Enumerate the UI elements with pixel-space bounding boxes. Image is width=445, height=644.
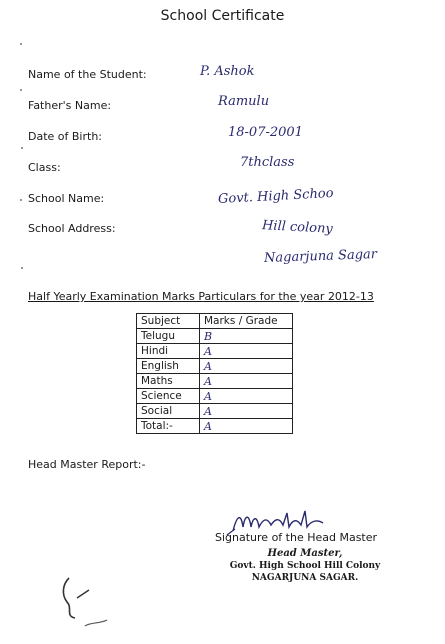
- label-school-address: School Address:: [28, 222, 116, 235]
- table-header-row: [137, 314, 293, 329]
- grade-cell: A: [200, 404, 293, 419]
- value-date-of-birth: 18-07-2001: [228, 125, 303, 140]
- table-row: [137, 374, 293, 389]
- head-master-report-label: Head Master Report:-: [28, 458, 146, 471]
- marks-table: [136, 313, 293, 434]
- signature-label: Signature of the Head Master: [215, 531, 378, 544]
- stamp-line-1: Head Master,: [267, 548, 343, 559]
- subject-cell: Hindi: [137, 344, 200, 359]
- subject-cell: Science: [137, 389, 200, 404]
- table-row: [137, 359, 293, 374]
- grade-cell: A: [200, 389, 293, 404]
- value-class: 7thclass: [240, 155, 295, 170]
- page-title: School Certificate: [160, 8, 285, 24]
- label-school-name: School Name:: [28, 192, 105, 205]
- grade-cell: A: [200, 344, 293, 359]
- table-row: [137, 344, 293, 359]
- value-father-name: Ramulu: [218, 94, 270, 109]
- table-row: [137, 404, 293, 419]
- grade-cell: A: [200, 359, 293, 374]
- marks-heading: Half Yearly Examination Marks Particulars for the year 2012-13: [28, 290, 374, 303]
- header-subject: Subject: [137, 314, 200, 329]
- stamp-line-3: NAGARJUNA SAGAR.: [251, 573, 359, 583]
- value-school-address-line1: Hill colony: [261, 218, 334, 237]
- subject-cell: Maths: [137, 374, 200, 389]
- table-row: [137, 419, 293, 434]
- subject-cell: English: [137, 359, 200, 374]
- subject-cell: Total:-: [137, 419, 200, 434]
- grade-cell: B: [200, 329, 293, 344]
- subject-cell: Telugu: [137, 329, 200, 344]
- label-father-name: Father's Name:: [28, 99, 112, 112]
- head-master-stamp: [210, 548, 400, 584]
- value-student-name: P. Ashok: [200, 64, 255, 79]
- label-date-of-birth: Date of Birth:: [28, 130, 103, 143]
- stamp-line-2: Govt. High School Hill Colony: [229, 561, 381, 571]
- value-school-address-line2: Nagarjuna Sagar: [263, 247, 378, 266]
- header-marks-grade: Marks / Grade: [200, 314, 293, 329]
- table-row: [137, 329, 293, 344]
- bottom-scribble-icon: [55, 568, 125, 638]
- grade-cell: A: [200, 374, 293, 389]
- label-class: Class:: [28, 161, 61, 174]
- subject-cell: Social: [137, 404, 200, 419]
- value-school-name: Govt. High Schoo: [217, 185, 334, 208]
- label-student-name: Name of the Student:: [28, 68, 147, 81]
- table-row: [137, 389, 293, 404]
- margin-dots-decoration: [18, 40, 28, 280]
- grade-cell: A: [200, 419, 293, 434]
